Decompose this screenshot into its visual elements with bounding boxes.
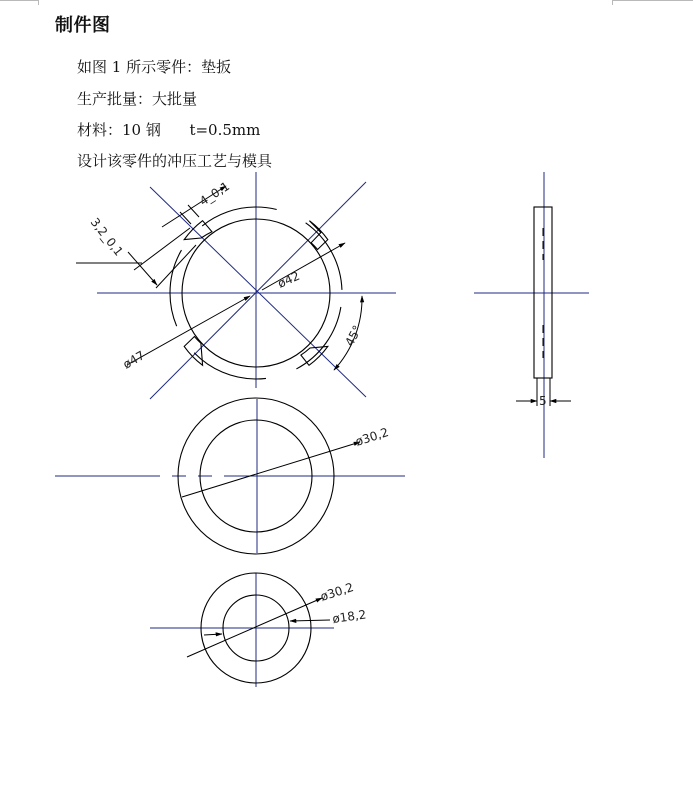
outer-diameter-dimension-line: [127, 296, 250, 365]
center-lines: [97, 172, 396, 399]
inner-diameter-dimension-line: [262, 243, 345, 290]
inner-diameter-label: ø42: [275, 268, 302, 291]
thickness-label: 5: [539, 394, 547, 408]
washer-view: [150, 573, 367, 687]
section-heading: 制件图: [55, 15, 111, 36]
slot-width-label: 4_0,1: [197, 178, 233, 209]
part-description: 如图 1 所示零件：垫扳: [77, 58, 232, 76]
production-volume: 生产批量：大批量: [77, 90, 198, 108]
slot-depth-label: 3,2_0,1: [87, 215, 126, 259]
angle-label: 45°: [342, 323, 365, 349]
ring-view: [55, 398, 405, 554]
outer-diameter-label: ø47: [120, 348, 148, 372]
side-view: [474, 172, 589, 458]
design-task: 设计该零件的冲压工艺与模具: [77, 152, 273, 170]
washer-outer-label: ø30,2: [318, 580, 356, 604]
ring-diameter-label: ø30,2: [353, 425, 391, 449]
washer-inner-label: ø18,2: [331, 607, 368, 626]
material-spec: 材料：10 钢 t=0.5mm: [77, 121, 261, 139]
washer-inner-dimension-line: [290, 620, 330, 621]
front-view: [76, 172, 396, 399]
